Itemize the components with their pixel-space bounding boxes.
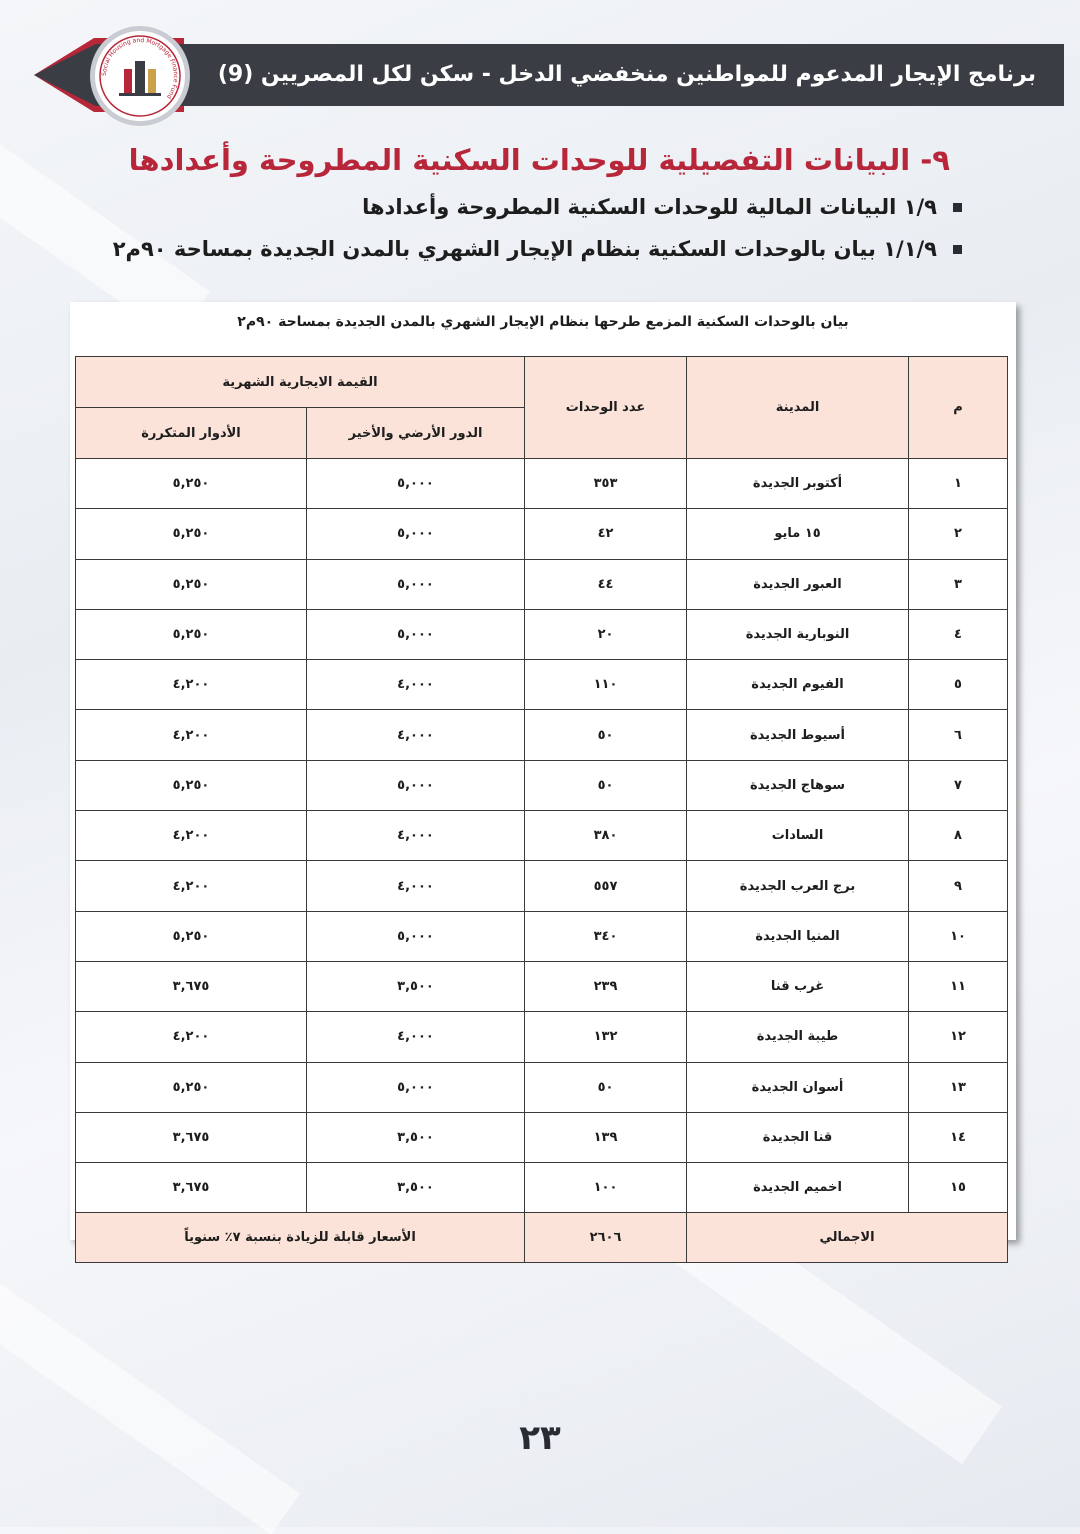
cell-ground: ٥,٠٠٠ — [307, 559, 525, 609]
table-row — [76, 961, 1008, 1011]
cell-num: ٥ — [909, 660, 1008, 710]
cell-units: ٣٤٠ — [525, 911, 687, 961]
cell-ground: ٥,٠٠٠ — [307, 609, 525, 659]
header-rent-group: القيمة الايجارية الشهرية — [76, 357, 525, 408]
cell-ground: ٥,٠٠٠ — [307, 1062, 525, 1112]
table-row — [76, 509, 1008, 559]
cell-num: ٦ — [909, 710, 1008, 760]
square-bullet-icon — [953, 245, 962, 254]
cell-city: العبور الجديدة — [687, 559, 909, 609]
cell-ground: ٥,٠٠٠ — [307, 509, 525, 559]
cell-units: ١١٠ — [525, 660, 687, 710]
cell-units: ٢٣٩ — [525, 961, 687, 1011]
cell-city: الفيوم الجديدة — [687, 660, 909, 710]
square-bullet-icon — [953, 203, 962, 212]
cell-city: برج العرب الجديدة — [687, 861, 909, 911]
total-label: الاجمالي — [687, 1213, 1008, 1263]
cell-city: غرب قنا — [687, 961, 909, 1011]
bullet-text: ١/٩ البيانات المالية للوحدات السكنية المطروحة وأعدادها — [362, 195, 937, 219]
cell-units: ٤٤ — [525, 559, 687, 609]
cell-repeated: ٥,٢٥٠ — [76, 760, 307, 810]
cell-ground: ٥,٠٠٠ — [307, 459, 525, 509]
table-row — [76, 811, 1008, 861]
cell-num: ٧ — [909, 760, 1008, 810]
cell-city: أسيوط الجديدة — [687, 710, 909, 760]
cell-ground: ٤,٠٠٠ — [307, 861, 525, 911]
page-number: ٢٣ — [519, 1418, 561, 1458]
cell-ground: ٣,٥٠٠ — [307, 1163, 525, 1213]
cell-num: ٣ — [909, 559, 1008, 609]
bullet-item — [362, 195, 962, 219]
table-row — [76, 459, 1008, 509]
cell-city: أكتوبر الجديدة — [687, 459, 909, 509]
cell-repeated: ٣,٦٧٥ — [76, 961, 307, 1011]
header-ground-last: الدور الأرضي والأخير — [307, 408, 525, 459]
cell-ground: ٤,٠٠٠ — [307, 710, 525, 760]
cell-repeated: ٥,٢٥٠ — [76, 1062, 307, 1112]
cell-city: سوهاج الجديدة — [687, 760, 909, 810]
cell-repeated: ٤,٢٠٠ — [76, 710, 307, 760]
cell-repeated: ٤,٢٠٠ — [76, 660, 307, 710]
table-row — [76, 559, 1008, 609]
table-row — [76, 861, 1008, 911]
background-shard — [0, 1276, 300, 1534]
table-row — [76, 1163, 1008, 1213]
cell-city: طيبة الجديدة — [687, 1012, 909, 1062]
cell-repeated: ٥,٢٥٠ — [76, 509, 307, 559]
cell-units: ٥٠ — [525, 1062, 687, 1112]
cell-city: السادات — [687, 811, 909, 861]
cell-units: ١٣٢ — [525, 1012, 687, 1062]
cell-units: ٥٠ — [525, 710, 687, 760]
cell-units: ٢٠ — [525, 609, 687, 659]
cell-repeated: ٥,٢٥٠ — [76, 559, 307, 609]
table-row — [76, 660, 1008, 710]
bullet-item — [113, 237, 962, 261]
cell-num: ٩ — [909, 861, 1008, 911]
header-units: عدد الوحدات — [525, 357, 687, 459]
cell-ground: ٤,٠٠٠ — [307, 811, 525, 861]
cell-num: ١٤ — [909, 1112, 1008, 1162]
cell-num: ١٠ — [909, 911, 1008, 961]
cell-city: ١٥ مايو — [687, 509, 909, 559]
fund-logo-icon — [97, 33, 183, 119]
table-caption: بيان بالوحدات السكنية المزمع طرحها بنظام الإيجار الشهري بالمدن الجديدة بمساحة ٩٠م٢ — [237, 314, 849, 330]
cell-num: ١ — [909, 459, 1008, 509]
logo-caption: Social Housing and Mortgage Finance Fund — [100, 36, 180, 101]
cell-repeated: ٤,٢٠٠ — [76, 1012, 307, 1062]
header-city: المدينة — [687, 357, 909, 459]
cell-city: اخميم الجديدة — [687, 1163, 909, 1213]
cell-num: ١١ — [909, 961, 1008, 1011]
rental-units-table — [75, 356, 1008, 1263]
cell-repeated: ٤,٢٠٠ — [76, 861, 307, 911]
cell-num: ١٣ — [909, 1062, 1008, 1112]
section-heading: ٩- البيانات التفصيلية للوحدات السكنية المطروحة وأعدادها — [128, 143, 950, 177]
cell-num: ٨ — [909, 811, 1008, 861]
cell-units: ٣٨٠ — [525, 811, 687, 861]
table-row — [76, 609, 1008, 659]
cell-num: ٢ — [909, 509, 1008, 559]
cell-units: ٥٥٧ — [525, 861, 687, 911]
cell-ground: ٥,٠٠٠ — [307, 760, 525, 810]
cell-num: ١٥ — [909, 1163, 1008, 1213]
cell-city: قنا الجديدة — [687, 1112, 909, 1162]
table-row — [76, 1012, 1008, 1062]
cell-city: النوبارية الجديدة — [687, 609, 909, 659]
cell-num: ٤ — [909, 609, 1008, 659]
fund-logo — [90, 26, 190, 126]
cell-ground: ٤,٠٠٠ — [307, 660, 525, 710]
cell-ground: ٣,٥٠٠ — [307, 1112, 525, 1162]
table-row — [76, 911, 1008, 961]
header-title: برنامج الإيجار المدعوم للمواطنين منخفضي الدخل - سكن لكل المصريين (9) — [217, 62, 1036, 87]
header-repeated: الأدوار المتكررة — [76, 408, 307, 459]
table-row — [76, 1062, 1008, 1112]
header-num: م — [909, 357, 1008, 459]
total-units: ٢٦٠٦ — [525, 1213, 687, 1263]
cell-units: ٥٠ — [525, 760, 687, 810]
cell-ground: ٤,٠٠٠ — [307, 1012, 525, 1062]
table-row — [76, 760, 1008, 810]
cell-num: ١٢ — [909, 1012, 1008, 1062]
cell-units: ٤٢ — [525, 509, 687, 559]
cell-units: ١٣٩ — [525, 1112, 687, 1162]
cell-ground: ٣,٥٠٠ — [307, 961, 525, 1011]
cell-units: ٣٥٣ — [525, 459, 687, 509]
cell-repeated: ٣,٦٧٥ — [76, 1163, 307, 1213]
price-increase-note: الأسعار قابلة للزيادة بنسبة ٧٪ سنوياً — [76, 1213, 525, 1263]
bullet-text: ١/١/٩ بيان بالوحدات السكنية بنظام الإيجار الشهري بالمدن الجديدة بمساحة ٩٠م٢ — [112, 237, 937, 261]
total-row — [76, 1213, 1008, 1263]
table-row — [76, 710, 1008, 760]
cell-units: ١٠٠ — [525, 1163, 687, 1213]
cell-repeated: ٥,٢٥٠ — [76, 459, 307, 509]
cell-city: المنيا الجديدة — [687, 911, 909, 961]
cell-repeated: ٣,٦٧٥ — [76, 1112, 307, 1162]
cell-city: أسوان الجديدة — [687, 1062, 909, 1112]
cell-ground: ٥,٠٠٠ — [307, 911, 525, 961]
cell-repeated: ٥,٢٥٠ — [76, 911, 307, 961]
cell-repeated: ٥,٢٥٠ — [76, 609, 307, 659]
cell-repeated: ٤,٢٠٠ — [76, 811, 307, 861]
table-row — [76, 1112, 1008, 1162]
